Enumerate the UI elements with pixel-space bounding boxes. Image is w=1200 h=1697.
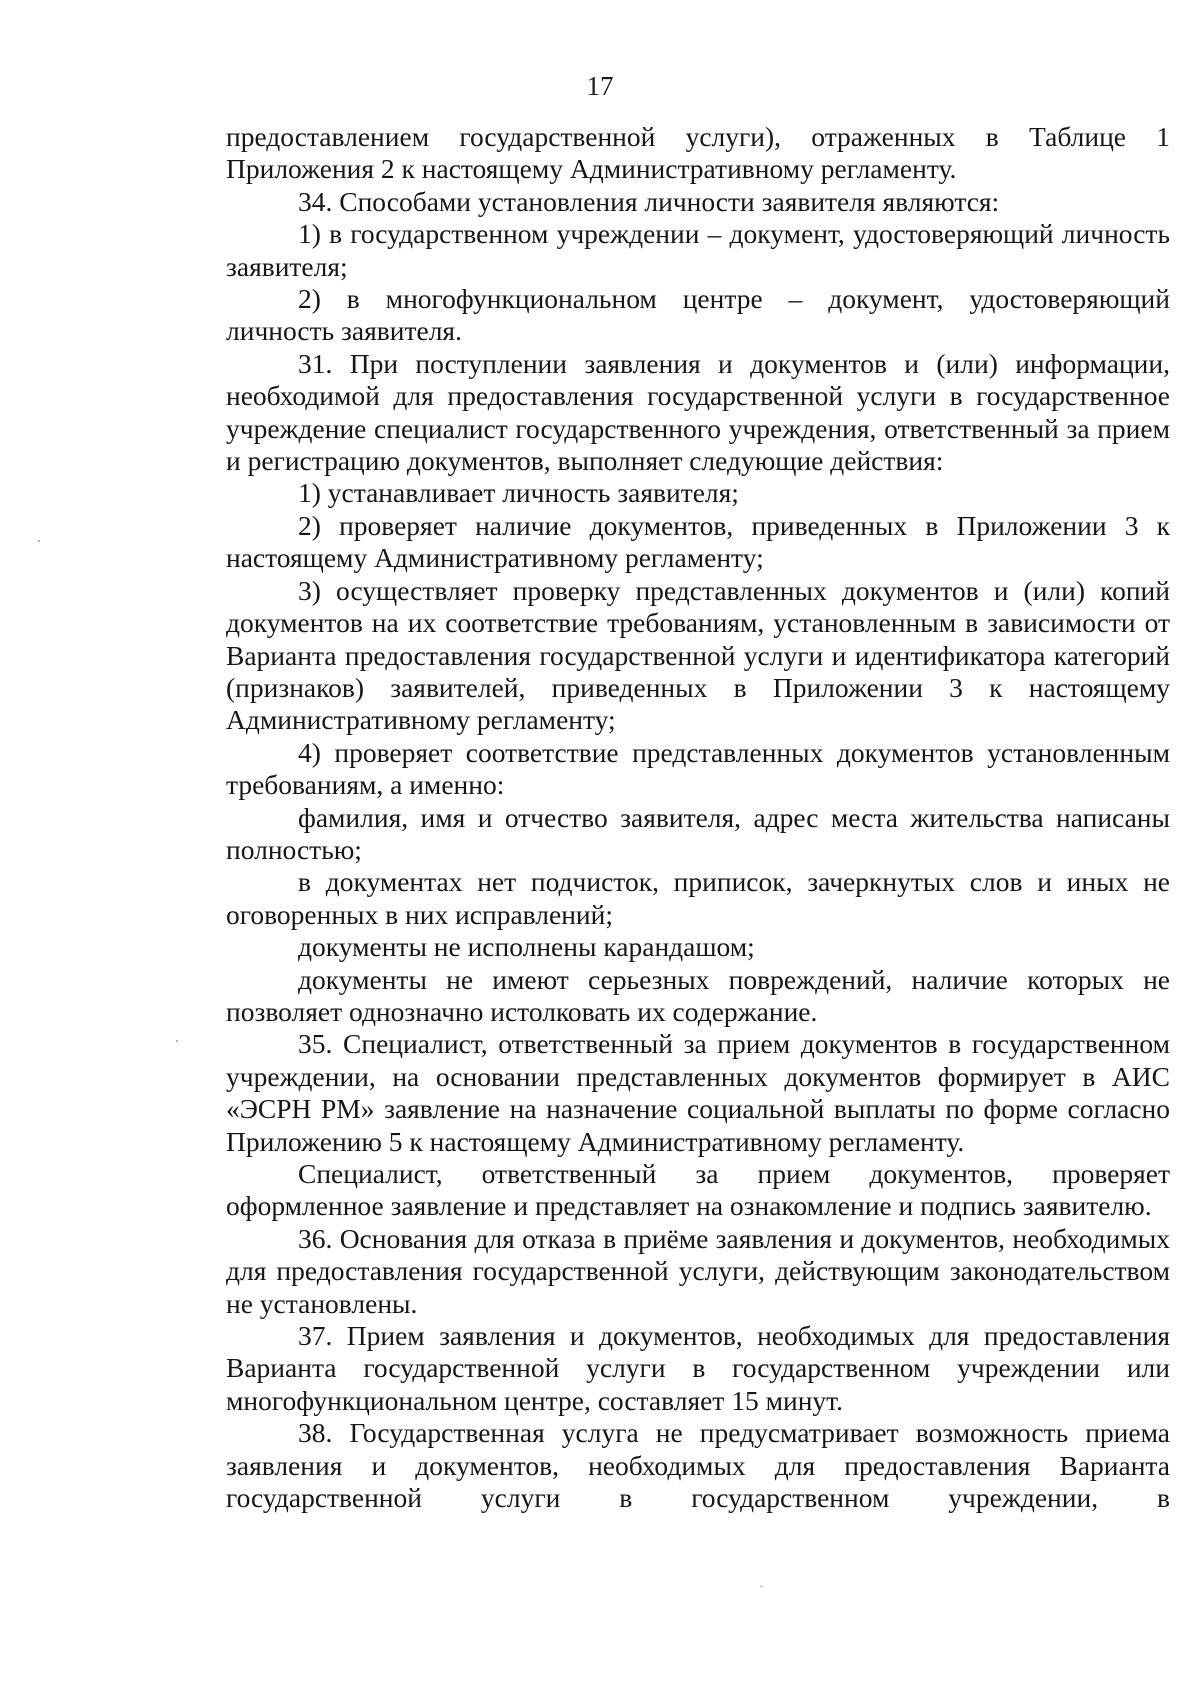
list-item: 2) в многофункциональном центре – документ, удостоверяющий личность заявителя.: [226, 283, 1170, 347]
scan-speck: [176, 1040, 178, 1042]
paragraph-item-37: 37. Прием заявления и документов, необходимых для предоставления Варианта государственной услуги в государственном учреждении или многофункциональном центре, составляет 15 минут.: [226, 1320, 1170, 1416]
paragraph: Специалист, ответственный за прием документов, проверяет оформленное заявление и представляет на ознакомление и подпись заявителю.: [226, 1158, 1170, 1222]
list-item: 1) в государственном учреждении – документ, удостоверяющий личность заявителя;: [226, 218, 1170, 282]
scan-speck: [760, 1586, 763, 1587]
requirement-item: в документах нет подчисток, приписок, зачеркнутых слов и иных не оговоренных в них исправлений;: [226, 866, 1170, 930]
list-item: 4) проверяет соответствие представленных документов установленным требованиям, а именно:: [226, 736, 1170, 801]
scan-speck: [38, 540, 40, 542]
document-body: [226, 121, 1170, 1514]
paragraph-item-31: 31. При поступлении заявления и документов и (или) информации, необходимой для предоставления государственной услуги в государственное учреждение специалист государственного учреждения, ответственный за прием и регистрацию документов, выполняет следующие действия:: [226, 347, 1170, 477]
requirement-item: фамилия, имя и отчество заявителя, адрес места жительства написаны полностью;: [226, 801, 1170, 865]
list-item: 1) устанавливает личность заявителя;: [298, 477, 739, 509]
paragraph: предоставлением государственной услуги), отраженных в Таблице 1 Приложения 2 к настоящему Административному регламенту.: [226, 121, 1170, 185]
paragraph-item-34: 34. Способами установления личности заявителя являются:: [298, 185, 1000, 217]
requirement-item: документы не имеют серьезных повреждений, наличие которых не позволяет однозначно истолковать их содержание.: [226, 963, 1170, 1027]
list-item: 2) проверяет наличие документов, приведенных в Приложении 3 к настоящему Административному регламенту;: [226, 509, 1170, 574]
paragraph-item-35: 35. Специалист, ответственный за прием документов в государственном учреждении, на основании представленных документов формирует в АИС «ЭСРН РМ» заявление на назначение социальной выплаты по форме согласно Приложению 5 к настоящему Административному регламенту.: [226, 1028, 1170, 1157]
requirement-item: документы не исполнены карандашом;: [298, 931, 755, 963]
paragraph-item-38: 38. Государственная услуга не предусматривает возможность приема заявления и документов, необходимых для предоставления Варианта государственной услуги в государственном учреждении, в: [226, 1417, 1170, 1514]
list-item: 3) осуществляет проверку представленных документов и (или) копий документов на их соответствие требованиям, установленным в зависимости от Варианта предоставления государственной услуги и идентификатора категорий (признаков) заявителей, приведенных в Приложении 3 к настоящему Административному регламенту;: [226, 574, 1170, 736]
page-number: 17: [586, 71, 614, 101]
paragraph-item-36: 36. Основания для отказа в приёме заявления и документов, необходимых для предоставления государственной услуги, действующим законодательством не установлены.: [226, 1222, 1170, 1319]
